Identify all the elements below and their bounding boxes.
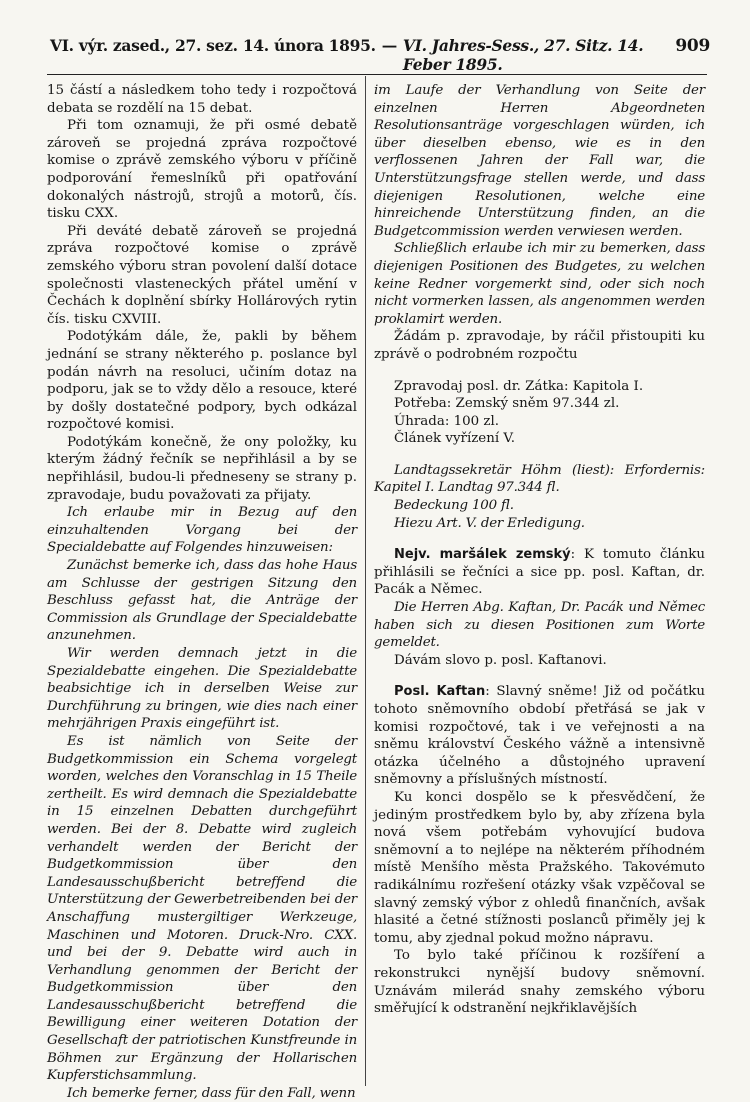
header-czech: VI. výr. zased., 27. sez. 14. února 1895. (50, 36, 376, 55)
paragraph-german: Schließlich erlaube ich mir zu bemerken, dass diejenigen Positionen des Budgetes, zu welchen keine Redner vorgemerkt sind, oder sich noch nicht vormerken lassen, als angenommen werden proklamirt werden. (374, 241, 705, 327)
reporter-block: Zpravodaj posl. dr. Zátka: Kapitola I. (394, 378, 644, 394)
paragraph: Ku konci dospělo se k přesvědčení, že jediným prostředkem bylo by, aby zřízena byla nová všem potřebám vyhovující budova sněmovní a to nejlépe na některém příhodném místě Menšího města Pražského. Takovémuto radikálnímu rozřešení otázky však vzpěčoval se slavný zemský výbor z ohledů finančních, avšak hlasité a četné stížnosti poslanců přiměly jej k tomu, aby zjednal pokud možno nápravu. (374, 789, 705, 946)
marshal-text: : K tomuto článku přihlásili se řečníci a sice pp. posl. Kaftan, dr. Pacák a Němec. (374, 547, 705, 598)
header-separator: — (381, 36, 397, 55)
secretary-line: Bedeckung 100 fl. (394, 498, 514, 514)
paragraph: To bylo také příčinou k rozšíření a rekonstrukci nynější budovy sněmovní. Uznávám milerád snahy zemského výboru směřující k odstranění nejkřiklavějších (374, 948, 705, 1017)
paragraph-german: Die Herren Abg. Kaftan, Dr. Pacák und Němec haben sich zu diesen Positionen zum Worte gemeldet. (374, 600, 705, 651)
secretary-line: Hiezu Art. V. der Erledigung. (394, 515, 585, 531)
right-column (374, 82, 705, 1018)
speaker-name: Nejv. maršálek zemský (394, 547, 571, 563)
reporter-speaker: Zpravodaj posl. dr. Zátka (394, 378, 564, 394)
header-rule (47, 74, 707, 75)
page-header (50, 36, 710, 74)
paragraph: Podotýkám konečně, že ony položky, ku kterým žádný řečník se nepřihlásil a by se nepřihlásil, budou-li předneseny se strany p. zpravodaje, budu považovati za přijaty. (47, 434, 357, 503)
speaker-name: Posl. Kaftan (394, 684, 486, 700)
left-column (47, 82, 357, 1102)
column-divider (365, 76, 366, 1086)
page-number: 909 (675, 36, 710, 56)
paragraph-german: Ich bemerke ferner, dass für den Fall, wenn (67, 1085, 356, 1101)
secretary-reading: Landtagssekretär Höhm (liest): Erfordernis: Kapitel I. Landtag 97.344 fl. (374, 462, 705, 496)
paragraph: Žádám p. zpravodaje, by ráčil přistoupiti ku zprávě o podrobném rozpočtu (374, 329, 705, 362)
paragraph: Dávám slovo p. posl. Kaftanovi. (394, 652, 607, 668)
paragraph-german: im Laufe der Verhandlung von Seite der einzelnen Herren Abgeordneten Resolutionsanträge vorgeschlagen würden, ich über dieselben ebenso, wie es in den verflossenen Jahren der Fall war, die Unterstützungsfrage stellen werde, und dass diejenigen Resolutionen, welche eine hinreichende Unterstützung finden, an die Budgetcommission werden verwiesen werden. (374, 83, 705, 239)
marshal-statement (374, 546, 705, 599)
paragraph-german: Es ist nämlich von Seite der Budgetkommission ein Schema vorgelegt worden, welches den Voranschlag in 15 Theile zertheilt. Es wird demnach die Spezialdebatte in 15 einzelnen Debatten durchgeführt werden. Bei der 8. Debatte wird zugleich verhandelt werden der Bericht der Budgetkommission über den Landesausschußbericht betreffend die Unterstützung der Gewerbetreibenden bei der Anschaffung mustergiltiger Werkzeuge, Maschinen und Motoren. Druck-Nro. CXX. und bei der 9. Debatte wird auch in Verhandlung genommen der Bericht der Budgetkommission über den Landesausschußbericht betreffend die Bewilligung einer weiteren Dotation der Gesellschaft der patriotischen Kunstfreunde in Böhmen zur Ergänzung der Hollarischen Kupferstichsammlung. (47, 733, 357, 1084)
header-german: VI. Jahres-Sess., 27. Sitz. 14. Feber 1895. (402, 36, 644, 74)
paragraph: Podotýkám dále, že, pakli by během jednání se strany některého p. poslance byl podán návrh na resoluci, učiním dotaz na podporu, jak se to vždy dělo a resouce, které by došly dostatečné podpory, bych odkázal rozpočtové komisi. (47, 329, 357, 433)
paragraph: 15 částí a následkem toho tedy i rozpočtová debata se rozdělí na 15 debat. (47, 83, 357, 116)
paragraph-german: Wir werden demnach jetzt in die Spezialdebatte eingehen. Die Spezialdebatte beabsichtige ich in derselben Weise zur Durchführung zu bringen, wie dies nach einer mehrjährigen Praxis eingeführt ist. (47, 646, 357, 732)
reporter-line: Potřeba: Zemský sněm 97.344 zl. (394, 396, 620, 412)
paragraph: Při tom oznamuji, že při osmé debatě zároveň se projedná zpráva rozpočtové komise o zprávě zemského výboru v příčině podporování řemeslníků při opatřování dokonalých nástrojů, strojů a motorů, čís. tisku CXX. (47, 118, 357, 222)
paragraph: Při deváté debatě zároveň se projedná zpráva rozpočtové komise o zprávě zemského výboru stran povolení další dotace společnosti vlasteneckých přátel umění v Čechách k doplnění sbírky Hollárových rytin čís. tisku CXVIII. (47, 223, 357, 327)
reporter-line: Úhrada: 100 zl. (394, 413, 500, 429)
reporter-line: Kapitola I. (572, 378, 644, 394)
kaftan-speech (374, 683, 705, 789)
reporter-line: Článek vyřízení V. (394, 431, 515, 447)
paragraph-german: Zunächst bemerke ich, dass das hohe Haus am Schlusse der gestrigen Sitzung den Beschluss gefasst hat, die Anträge der Commission als Grundlage der Specialdebatte anzunehmen. (47, 558, 357, 644)
paragraph-german: Ich erlaube mir in Bezug auf den einzuhaltenden Vorgang bei der Specialdebatte auf Folgendes hinzuweisen: (47, 505, 357, 556)
kaftan-text: : Slavný sněme! Již od počátku tohoto sněmovního období přetřásá se jak v komisi rozpočtové, tak i ve veřejnosti a na sněmu království Českého vážně a intensivně otázka účelného a důstojného upravení sněmovny a příslušných místností. (374, 684, 705, 788)
